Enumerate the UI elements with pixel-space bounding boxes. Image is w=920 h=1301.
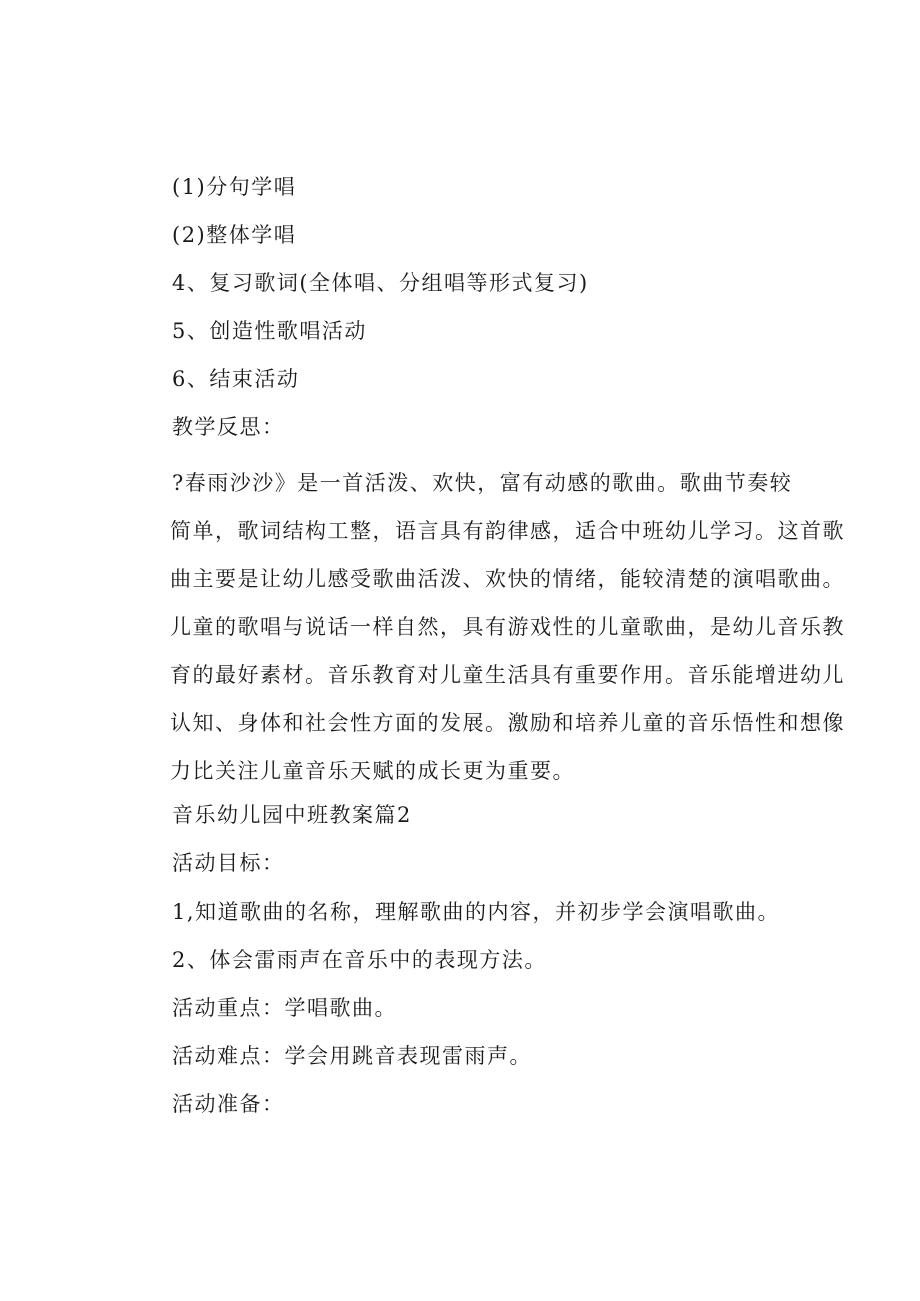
goal-item-1: 1,知道歌曲的名称，理解歌曲的内容，并初步学会演唱歌曲。 <box>172 900 781 924</box>
paragraph-line: 儿童的歌唱与说话一样自然，具有游戏性的儿童歌曲，是幼儿音乐教 <box>170 615 845 639</box>
paragraph-line: 曲主要是让幼儿感受歌曲活泼、欢快的情绪，能较清楚的演唱歌曲。 <box>170 567 845 591</box>
lesson-plan-title-2: 音乐幼儿园中班教案篇2 <box>172 803 412 827</box>
step-creative-singing: 5、创造性歌唱活动 <box>172 319 367 343</box>
step-end-activity: 6、结束活动 <box>172 367 300 391</box>
teaching-reflection-heading: 教学反思： <box>172 415 285 439</box>
paragraph-line: ?春雨沙沙》是一首活泼、欢快，富有动感的歌曲。歌曲节奏较 <box>172 471 793 495</box>
paragraph-line: 简单，歌词结构工整，语言具有韵律感，适合中班幼儿学习。这首歌 <box>170 519 845 543</box>
paragraph-line: 认知、身体和社会性方面的发展。激励和培养儿童的音乐悟性和想像 <box>170 711 845 735</box>
activity-key-point: 活动重点：学唱歌曲。 <box>172 996 397 1020</box>
reflection-paragraph <box>170 459 845 795</box>
goal-item-2: 2、体会雷雨声在音乐中的表现方法。 <box>172 948 547 972</box>
activity-goals-heading: 活动目标： <box>172 851 285 875</box>
step-whole-learning: (2)整体学唱 <box>172 223 297 247</box>
activity-difficulty: 活动难点：学会用跳音表现雷雨声。 <box>172 1044 532 1068</box>
paragraph-line: 育的最好素材。音乐教育对儿童生活具有重要作用。音乐能增进幼儿 <box>170 663 845 687</box>
step-sentence-learning: (1)分句学唱 <box>172 175 297 199</box>
paragraph-line: 力比关注儿童音乐天赋的成长更为重要。 <box>170 759 575 783</box>
step-review-lyrics: 4、复习歌词(全体唱、分组唱等形式复习) <box>172 271 589 295</box>
activity-preparation-heading: 活动准备： <box>172 1092 285 1116</box>
